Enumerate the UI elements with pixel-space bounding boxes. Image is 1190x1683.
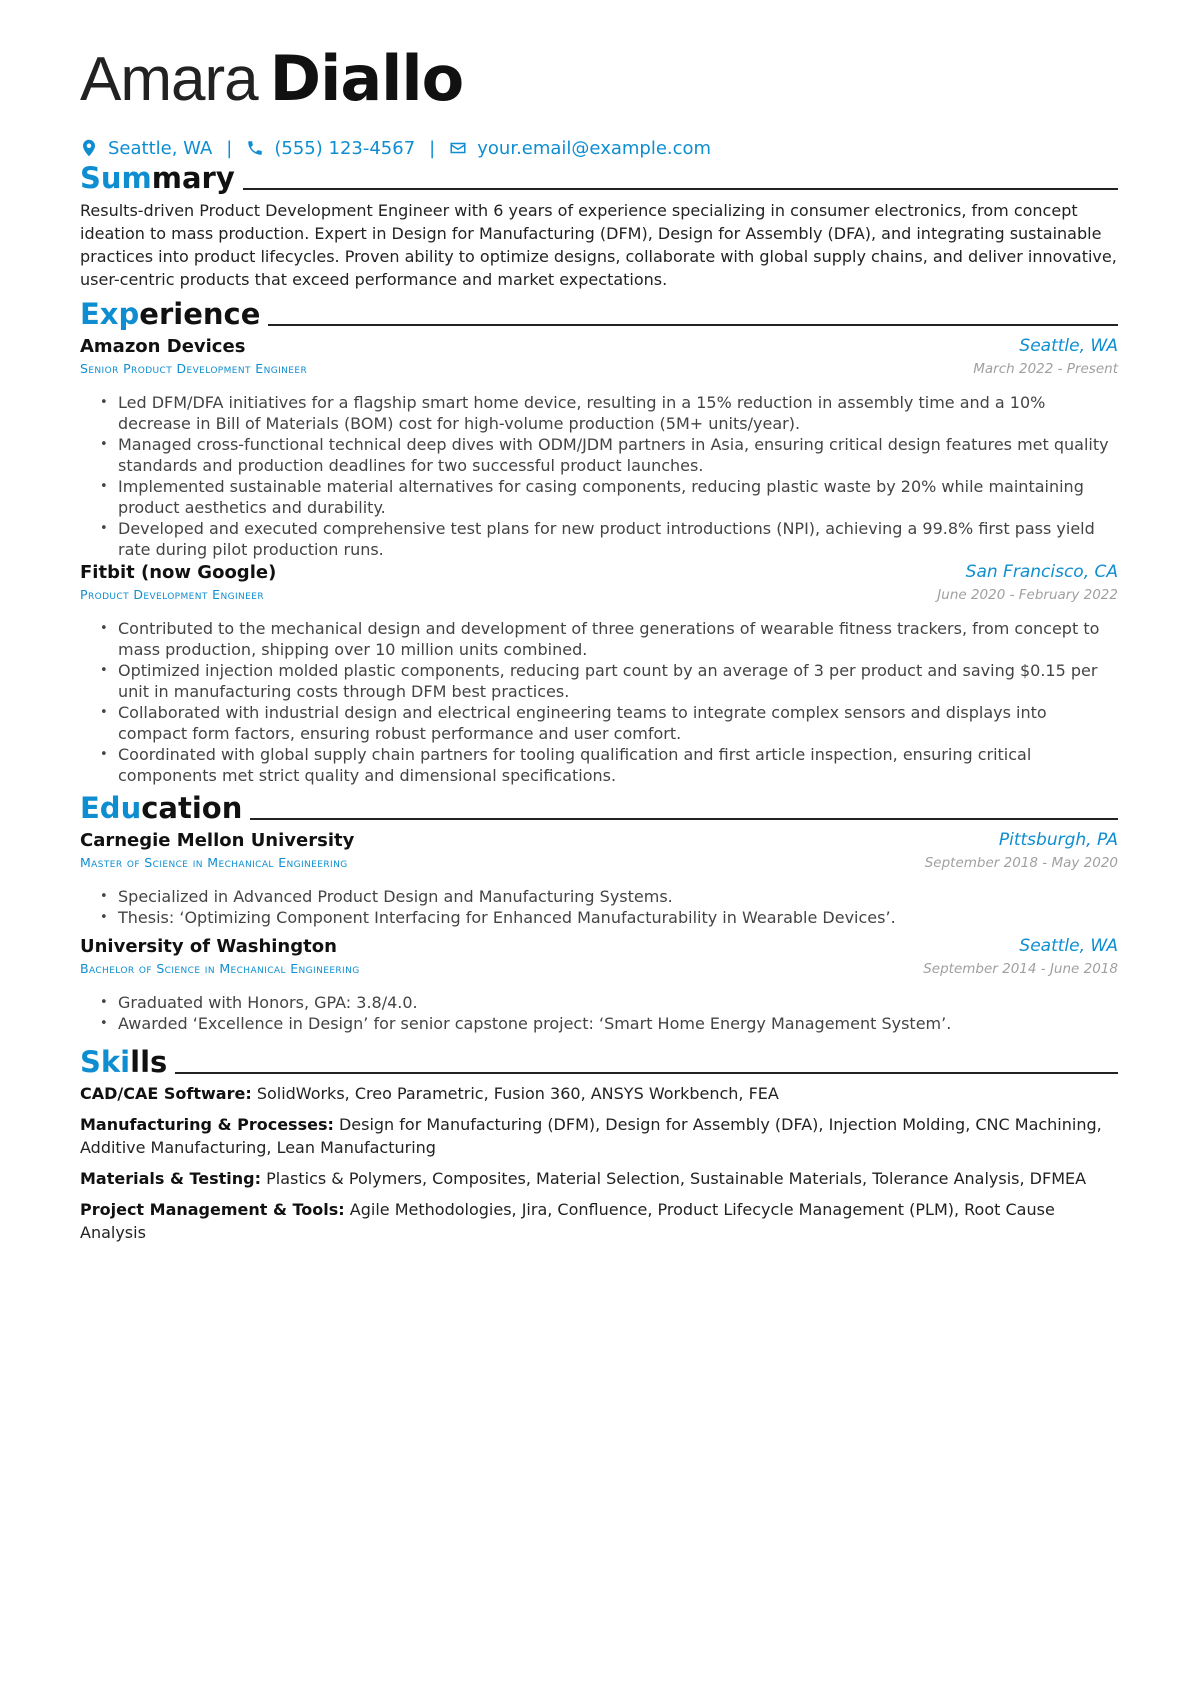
- school-location: Pittsburgh, PA: [998, 830, 1118, 850]
- summary-heading: [80, 156, 1118, 196]
- section-rule: [243, 188, 1118, 190]
- experience-bullets: [98, 392, 1118, 560]
- skill-value: Agile Methodologies, Jira, Confluence, Product Lifecycle Management (PLM), Root Cause Analysis: [80, 1200, 1055, 1242]
- section-rule: [250, 818, 1118, 820]
- skills-heading: [80, 1040, 1118, 1080]
- phone-text: (555) 123-4567: [274, 137, 416, 159]
- envelope-icon: [449, 139, 467, 157]
- list-item: • Implemented sustainable material alternatives for casing components, reducing plastic waste by 20% while maintaining product aesthetics and durability.: [98, 476, 1118, 518]
- education-bullets: [98, 992, 1118, 1034]
- map-marker-icon: [80, 139, 98, 157]
- list-item: • Specialized in Advanced Product Design and Manufacturing Systems.: [98, 886, 1118, 907]
- skill-row: [80, 1113, 1120, 1159]
- section-title: Summary: [80, 161, 235, 195]
- job-title: Senior Product Development Engineer: [80, 361, 308, 376]
- experience-heading: [80, 292, 1118, 332]
- section-rule: [175, 1072, 1118, 1074]
- job-dates: June 2020 - February 2022: [937, 587, 1118, 603]
- section-title: Education: [80, 791, 243, 825]
- skill-label: Materials & Testing:: [80, 1169, 262, 1188]
- contact-separator: |: [226, 137, 233, 159]
- list-item: • Graduated with Honors, GPA: 3.8/4.0.: [98, 992, 1118, 1013]
- skills-list: [80, 1082, 1120, 1252]
- company-name: Amazon Devices: [80, 336, 246, 357]
- school-dates: September 2014 - June 2018: [923, 961, 1118, 977]
- job-title: Product Development Engineer: [80, 587, 264, 602]
- company-name: Fitbit (now Google): [80, 562, 277, 583]
- skill-value: SolidWorks, Creo Parametric, Fusion 360, ANSYS Workbench, FEA: [256, 1084, 779, 1103]
- list-item: • Contributed to the mechanical design and development of three generations of wearable fitness trackers, from concept to mass production, shipping over 10 million units combined.: [98, 618, 1118, 660]
- list-item: • Thesis: ‘Optimizing Component Interfacing for Enhanced Manufacturability in Wearable Devices’.: [98, 907, 1118, 928]
- skill-label: Manufacturing & Processes:: [80, 1115, 334, 1134]
- skill-row: [80, 1198, 1120, 1244]
- list-item: • Developed and executed comprehensive test plans for new product introductions (NPI), achieving a 99.8% first pass yield rate during pilot production runs.: [98, 518, 1118, 560]
- section-title: Skills: [80, 1045, 168, 1079]
- degree: Bachelor of Science in Mechanical Engineering: [80, 961, 360, 976]
- list-item: • Coordinated with global supply chain partners for tooling qualification and first article inspection, ensuring critical components met strict quality and dimensional specifications.: [98, 744, 1118, 786]
- skill-value: Design for Manufacturing (DFM), Design for Assembly (DFA), Injection Molding, CNC Machining, Additive Manufacturing, Lean Manufacturing: [80, 1115, 1102, 1157]
- school-location: Seattle, WA: [1019, 936, 1118, 956]
- school-dates: September 2018 - May 2020: [924, 855, 1118, 871]
- education-bullets: [98, 886, 1118, 928]
- location-text: Seattle, WA: [108, 137, 213, 159]
- education-heading: [80, 786, 1118, 826]
- degree: Master of Science in Mechanical Engineering: [80, 855, 348, 870]
- school-name: University of Washington: [80, 936, 337, 957]
- experience-bullets: [98, 618, 1118, 786]
- first-name: Amara: [80, 45, 258, 114]
- section-rule: [268, 324, 1118, 326]
- summary-text: Results-driven Product Development Engineer with 6 years of experience specializing in consumer electronics, from concept ideation to mass production. Expert in Design for Manufacturing (DFM), Design for Assembly (DFA), and integrating sustainable practices into product lifecycles. Proven ability to optimize designs, collaborate with global supply chains, and deliver innovative, user-centric products that exceed performance and market expectations.: [80, 201, 1117, 289]
- section-title: Experience: [80, 297, 261, 331]
- skill-row: [80, 1082, 1120, 1105]
- job-dates: March 2022 - Present: [973, 361, 1118, 377]
- list-item: • Managed cross-functional technical deep dives with ODM/JDM partners in Asia, ensuring critical design features met quality standards and production deadlines for two successful product launches.: [98, 434, 1118, 476]
- list-item: • Led DFM/DFA initiatives for a flagship smart home device, resulting in a 15% reduction in assembly time and a 10% decrease in Bill of Materials (BOM) cost for high-volume production (5M+ units/year).: [98, 392, 1118, 434]
- list-item: • Collaborated with industrial design and electrical engineering teams to integrate complex sensors and displays into compact form factors, ensuring robust performance and user comfort.: [98, 702, 1118, 744]
- job-location: Seattle, WA: [1019, 336, 1118, 356]
- phone-icon: [246, 139, 264, 157]
- list-item: • Awarded ‘Excellence in Design’ for senior capstone project: ‘Smart Home Energy Management System’.: [98, 1013, 1118, 1034]
- candidate-name: [80, 38, 463, 121]
- job-location: San Francisco, CA: [965, 562, 1118, 582]
- contact-separator: |: [429, 137, 436, 159]
- skill-value: Plastics & Polymers, Composites, Material Selection, Sustainable Materials, Tolerance Analysis, DFMEA: [266, 1169, 1087, 1188]
- skill-label: Project Management & Tools:: [80, 1200, 345, 1219]
- last-name: Diallo: [269, 42, 464, 115]
- list-item: • Optimized injection molded plastic components, reducing part count by an average of 3 per product and saving $0.15 per unit in manufacturing costs through DFM best practices.: [98, 660, 1118, 702]
- email-text: your.email@example.com: [477, 137, 712, 159]
- skill-row: [80, 1167, 1120, 1190]
- skill-label: CAD/CAE Software:: [80, 1084, 252, 1103]
- school-name: Carnegie Mellon University: [80, 830, 355, 851]
